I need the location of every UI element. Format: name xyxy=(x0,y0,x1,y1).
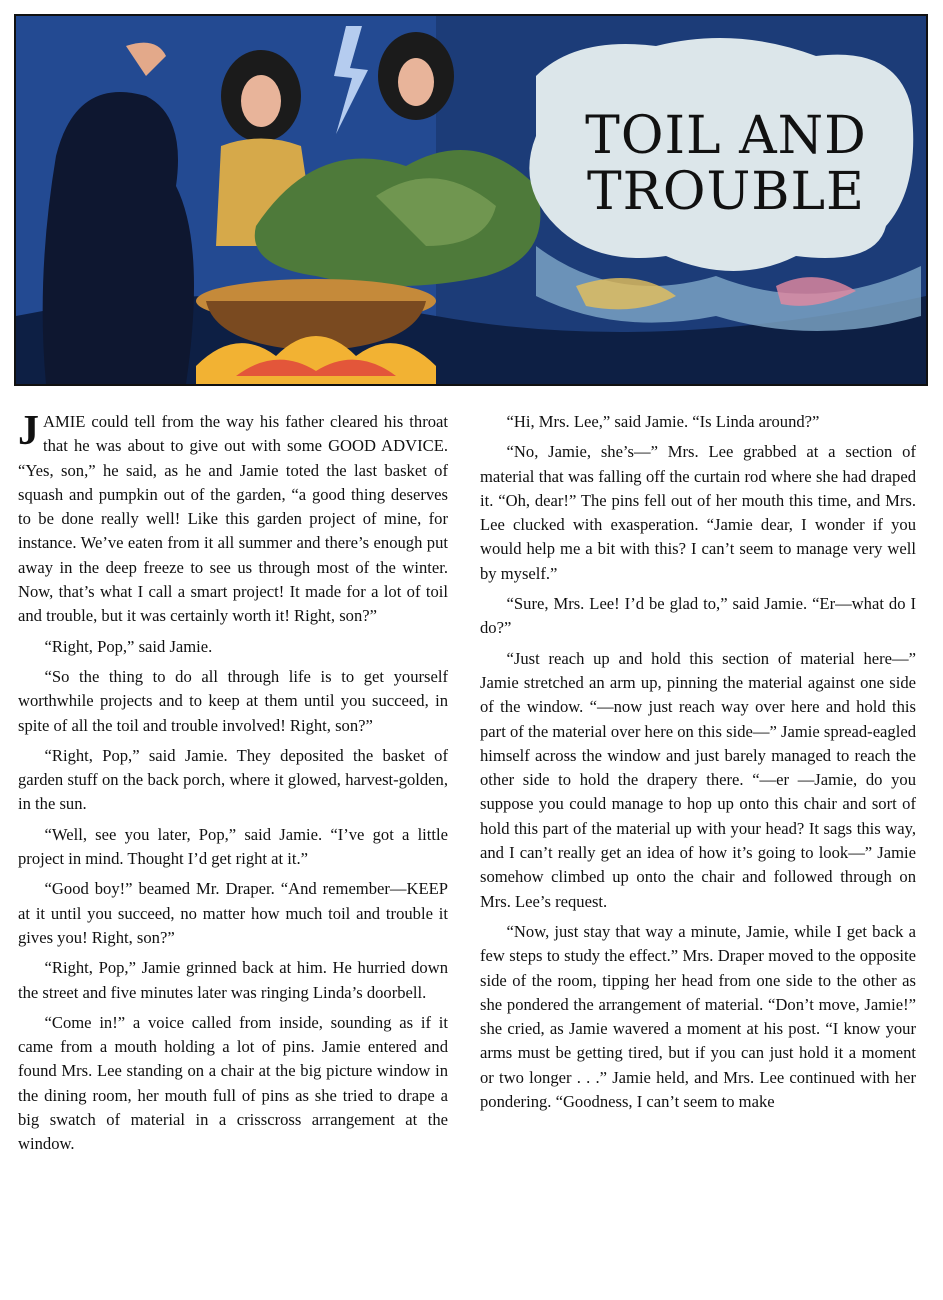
paragraph: “No, Jamie, she’s—” Mrs. Lee grabbed at a section of material that was falling off the curtain rod where she had draped it. “Oh, dear!” The pins fell out of her mouth this time, and Mrs. Lee clucked with exasperation. “Jamie dear, I wonder if you would help me a bit with this? I can’t seem to manage very well by myself.” xyxy=(480,442,916,583)
article-column-left xyxy=(18,410,448,1163)
paragraph: “Right, Pop,” Jamie grinned back at him. He hurried down the street and five minutes later was ringing Linda’s doorbell. xyxy=(18,958,448,1002)
title-line-1: TOIL AND xyxy=(585,106,867,166)
drop-cap: J xyxy=(18,408,39,454)
title-line-2: TROUBLE xyxy=(587,162,865,222)
paragraph: “Hi, Mrs. Lee,” said Jamie. “Is Linda around?” xyxy=(506,412,820,431)
witch-silhouette xyxy=(43,92,194,384)
paragraph: “Right, Pop,” said Jamie. xyxy=(44,636,213,656)
paragraph: JAMIE could tell from the way his father cleared his throat that he was about to give out with some GOOD ADVICE. “Yes, son,” he said, as he and Jamie toted the last basket of squash and pumpkin out of the garden, “a good thing deserves to be done really well! Like this garden project of mine, for instance. We’ve eaten from it all summer and there’s enough put away in the deep freeze to see us through most of the winter. Now, that’s what I call a smart project! It made for a lot of toil and trouble, but it was certainly worth it! Right, son?” xyxy=(18,408,448,626)
paragraph: “Right, Pop,” said Jamie. They deposited the basket of garden stuff on the back porch, where it glowed, harvest-golden, in the sun. xyxy=(18,745,448,814)
paragraph: “Come in!” a voice called from inside, sounding as if it came from a mouth holding a lot of pins. Jamie entered and found Mrs. Lee standing on a chair at the big picture window in the dining room, her mouth full of pins as she tried to drape a big swatch of material in a crisscross arrangement at the window. xyxy=(18,1012,448,1154)
paragraph: “Now, just stay that way a minute, Jamie, while I get back a few steps to study the effect.” Mrs. Draper moved to the opposite side of the room, tipping her head from one side to the other as she pondered the arrangement of material. “Don’t move, Jamie!” she cried, as Jamie wavered a moment at his post. “I know your arms must be getting tired, but if you can just hold it a moment or two longer . . .” Jamie held, and Mrs. Lee continued with her pondering. “Goodness, I can’t seem to make xyxy=(480,921,916,1112)
title-illustration xyxy=(14,14,928,386)
article-column-right xyxy=(480,410,916,1120)
paragraph: “So the thing to do all through life is to get yourself worthwhile projects and to keep at them until you succeed, in spite of all the toil and trouble involved! Right, son?” xyxy=(18,666,448,735)
paragraph: “Sure, Mrs. Lee! I’d be glad to,” said Jamie. “Er—what do I do?” xyxy=(480,594,916,638)
paragraph: “Good boy!” beamed Mr. Draper. “And remember—KEEP at it until you succeed, no matter how much toil and trouble it gives you! Right, son?” xyxy=(18,879,448,947)
paragraph: “Well, see you later, Pop,” said Jamie. “I’ve got a little project in mind. Thought I’d get right at it.” xyxy=(18,824,448,869)
paragraph: “Just reach up and hold this section of material here—” Jamie stretched an arm up, pinning the material against one side of the window. “—now just reach way over here and hold this part of the material over here on this side—” Jamie spread-eagled himself across the window and just barely managed to reach the other side to hold the drapery there. “—er —Jamie, do you suppose you could manage to hop up onto this chair and sort of hold this part of the material up with your head? It sags this way, and I can’t really get an idea of how it’s going to look—” Jamie somehow climbed up onto the chair and followed through on Mrs. Lee’s request. xyxy=(480,648,916,911)
story-title xyxy=(546,108,906,220)
